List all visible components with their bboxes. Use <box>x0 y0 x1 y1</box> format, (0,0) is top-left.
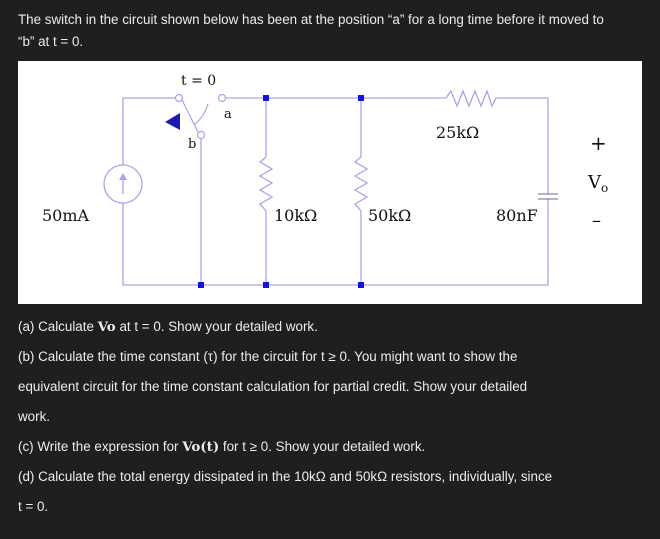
intro-line-1: The switch in the circuit shown below has been at the position “a” for a long time before it moved to <box>18 12 604 27</box>
resistor-10k <box>260 157 272 211</box>
circuit-diagram <box>18 61 642 304</box>
switch-pos-b-label: b <box>188 137 197 152</box>
resistor-25k <box>446 91 496 106</box>
switch-contact-a <box>219 95 226 102</box>
problem-intro <box>18 9 648 53</box>
vo-label: $V_o$ <box>588 172 609 195</box>
switch-blade <box>182 100 198 132</box>
vo-minus-label: – <box>592 210 601 231</box>
switch-arc <box>194 104 208 125</box>
question-d-line-2: t = 0. <box>18 499 49 514</box>
question-a: (a) Calculate Vo at t = 0. Show your detailed work. <box>18 319 318 335</box>
wire-right-bottom <box>200 98 548 285</box>
current-source <box>104 165 142 203</box>
question-c: (c) Write the expression for Vo(t) for t ≥ 0. Show your detailed work. <box>18 439 426 455</box>
switch-pivot <box>176 95 183 102</box>
switch-time-label: t = 0 <box>181 73 217 89</box>
circuit-wires <box>123 98 548 285</box>
question-b-line-2: equivalent circuit for the time constant calculation for partial credit. Show your detailed <box>18 379 528 394</box>
switch <box>165 95 226 139</box>
switch-pos-a-label: a <box>224 107 232 122</box>
cap-label: 80nF <box>496 206 538 225</box>
question-d-line-1: (d) Calculate the total energy dissipated in the 10kΩ and 50kΩ resistors, individually, since <box>18 469 553 484</box>
r3-label: 25kΩ <box>436 123 480 142</box>
r1-label: 10kΩ <box>274 206 318 225</box>
vo-plus-label: + <box>590 131 607 155</box>
circuit-nodes <box>198 95 364 288</box>
resistor-50k <box>355 157 367 211</box>
question-b-line-1: (b) Calculate the time constant (τ) for the circuit for t ≥ 0. You might want to show the <box>18 349 518 364</box>
r2-label: 50kΩ <box>368 206 412 225</box>
switch-contact-b <box>198 132 205 139</box>
switch-arrow-icon <box>165 113 180 130</box>
source-label: 50mA <box>42 206 90 225</box>
circuit-figure <box>18 61 642 304</box>
question-b-line-3: work. <box>18 409 50 424</box>
intro-line-2: “b” at t = 0. <box>18 34 84 49</box>
